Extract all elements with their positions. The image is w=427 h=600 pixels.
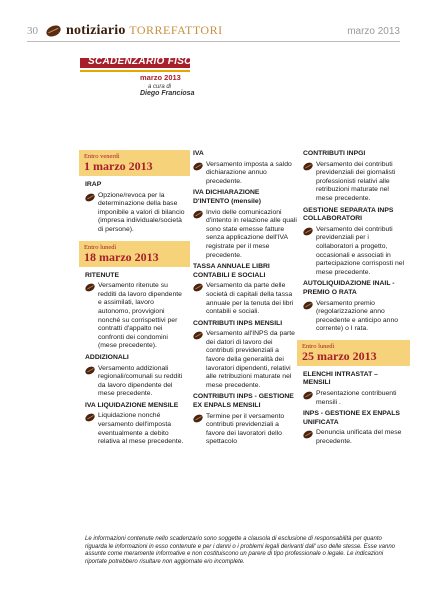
entry-title: CONTRIBUTI INPS - GESTIONE EX ENPALS MENSILI [193, 393, 294, 410]
entry-text: Denuncia unificata del mese precedente. [316, 429, 402, 446]
entry-title: IVA DICHIARAZIONE D'INTENTO (mensile) [193, 189, 261, 205]
coffee-bean-icon [84, 364, 96, 375]
schedule-entry [193, 413, 297, 447]
entry-text: Termine per il versamento contributi previdenziali a favore dei lavoratori dello spettacolo [206, 412, 285, 446]
date-box [79, 150, 190, 176]
page-number: 30 [27, 25, 38, 37]
schedule-entry [303, 429, 406, 446]
coffee-bean-icon [45, 23, 63, 38]
section-subtitle: marzo 2013 [140, 73, 181, 82]
date-value: 1 marzo 2013 [84, 159, 153, 173]
date-box [79, 241, 190, 267]
schedule-entry [85, 282, 185, 351]
date-label: Entro venerdì [84, 153, 120, 160]
entry-text: Invio delle comunicazioni d'intento in relazione alle quali sono state emesse fatture senza applicazione dell'IVA registrate per il mese precedente. [206, 208, 297, 259]
entry-text: Versamento addizionali regionali/comunali su redditi da lavoro dipendente del mese precedente. [98, 364, 183, 398]
legal-disclaimer: Le informazioni contenute nello scadenzario sono soggette a clausola di esclusione di responsabilità per quanto riguarda le informazioni in esso contenute e per i danni o i problemi legali derivanti dall' uso delle stesse. Esse vanno assunte come meramente informative e non costituiscono un parere di tipo professionale o legale. Le indicazioni riportate potrebbero risultare non aggiornate e/o incomplete. [85, 536, 395, 565]
brand-bold: notiziario [66, 23, 126, 38]
section-title: SCADENZARIO FISCALE [88, 56, 213, 67]
entry-text: Liquidazione nonché versamento dell'imposta eventualmente a debito relativa al mese precedente. [98, 412, 184, 446]
coffee-bean-icon [192, 330, 204, 341]
entry-title: IRAP [85, 181, 102, 188]
entry-title: INPS - GESTIONE EX ENPALS UNIFICATA [303, 410, 400, 426]
entry-text: Opzione/revoca per la determinazione della base imponibile a valori di bilancio (impresa individuale/società di persone). [98, 191, 185, 233]
date-label: Entro lunedì [302, 342, 335, 350]
entry-text: Presentazione contribuenti mensili . [316, 390, 397, 406]
coffee-bean-icon [192, 413, 204, 424]
schedule-entry [193, 282, 297, 316]
coffee-bean-icon [192, 209, 204, 220]
schedule-entry [193, 209, 297, 261]
entry-title: GESTIONE SEPARATA INPS COLLABORATORI [303, 206, 394, 223]
entry-text: Versamento dei contributi previdenziali dei giornalisti professionisti relativi alle retribuzioni maturate nel mese precedente. [316, 160, 396, 202]
schedule-entry [303, 226, 406, 278]
schedule-entry [303, 390, 406, 407]
schedule-entry [193, 330, 297, 390]
section-accent-bar [80, 70, 190, 72]
coffee-bean-icon [192, 161, 204, 172]
header-divider [27, 41, 400, 42]
issue-date: marzo 2013 [347, 26, 400, 37]
schedule-entry [303, 300, 406, 334]
entry-text: Versamento premio (regolarizzazione anno precedente e anticipo anno corrente) o I rata. [316, 299, 399, 333]
schedule-column-1 [85, 150, 185, 449]
coffee-bean-icon [302, 161, 314, 172]
entry-title: IVA LIQUIDAZIONE MENSILE [85, 401, 179, 409]
date-label: Entro lunedì [84, 243, 117, 251]
entry-title: ELENCHI INTRASTAT – MENSILI [303, 370, 378, 387]
schedule-entry [85, 365, 185, 399]
coffee-bean-icon [84, 192, 96, 203]
schedule-entry [85, 412, 185, 446]
entry-text: Versamento ritenute su redditi da lavoro dipendente e assimilati, lavoro autonomo, provvigioni nonché su corrispettivi per contratti d'appalto nei confronti dei condomini (mese precedente). [98, 282, 182, 350]
entry-title: ADDIZIONALI [85, 353, 129, 361]
author-prefix: a cura di [148, 84, 172, 90]
author-name: Diego Franciosa [140, 90, 195, 97]
schedule-entry [303, 161, 406, 204]
date-box [297, 340, 410, 366]
magazine-brand [66, 23, 223, 39]
coffee-bean-icon [302, 390, 314, 401]
coffee-bean-icon [84, 412, 96, 423]
coffee-bean-icon [302, 429, 314, 440]
entry-title: AUTOLIQUIDAZIONE INAIL - PREMIO O RATA [303, 280, 395, 296]
schedule-column-3 [303, 150, 406, 449]
page-header [0, 0, 427, 42]
coffee-bean-icon [302, 299, 314, 310]
schedule-column-2 [193, 150, 297, 449]
entry-title: CONTRIBUTI INPGI [303, 150, 366, 157]
entry-title: TASSA ANNUALE LIBRI CONTABILI E SOCIALI [193, 263, 270, 279]
entry-title: CONTRIBUTI INPS MENSILI [193, 319, 283, 327]
coffee-bean-icon [302, 226, 314, 237]
entry-title: RITENUTE [85, 271, 119, 279]
entry-title: IVA [193, 150, 204, 157]
entry-text: Versamento dei contributi previdenziali per i collaboratori a progetto, occasionali e associati in partecipazione corrisposti nel mese precedente. [316, 225, 405, 276]
schedule-entry [193, 161, 297, 187]
brand-light: TORREFATTORI [129, 23, 223, 37]
coffee-bean-icon [192, 282, 204, 293]
date-value: 18 marzo 2013 [84, 249, 159, 264]
entry-text: Versamento all'INPS da parte dei datori di lavoro dei contributi previdenziali a favore della generalità dei lavoratori dipendenti, relativi alle retribuzioni maturate nel mese precedente. [206, 330, 295, 389]
coffee-bean-icon [84, 282, 96, 293]
schedule-entry [85, 192, 185, 235]
entry-text: Versamento imposta a saldo dichiarazione annuo precedente. [206, 160, 292, 185]
date-value: 25 marzo 2013 [302, 348, 377, 363]
entry-text: Versamento da parte delle società di capitali della tassa annuale per la tenuta dei libri contabili e sociali. [206, 282, 294, 316]
